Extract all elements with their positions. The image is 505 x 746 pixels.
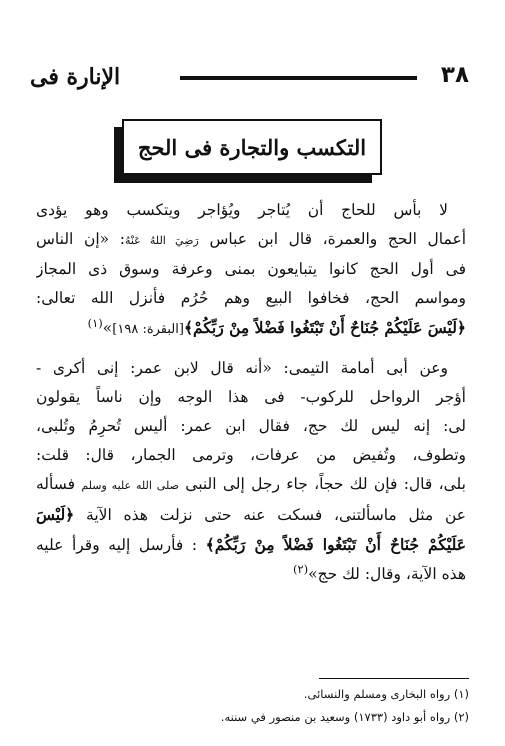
footnote: (١) رواه البخارى ومسلم والنسائى.	[303, 687, 469, 701]
text-line	[36, 560, 466, 589]
paragraph-1	[36, 196, 466, 344]
text-segment: عن مثل ماسألتنى، فسكت عنه حتى نزلت هذه الآية	[86, 506, 466, 524]
footnote: (٢) رواه أبو داود (١٧٣٣) وسعيد بن منصور في سننه.	[220, 710, 469, 724]
running-header	[30, 62, 469, 92]
quran-verse: ﴿لَيْسَ	[36, 505, 75, 524]
text-segment: »	[102, 319, 113, 337]
title-box-frame	[122, 119, 382, 175]
chapter-title: التكسب والتجارة فى الحج	[137, 134, 367, 160]
footnote-ref: (١)	[87, 315, 103, 330]
header-rule	[180, 76, 417, 80]
text-line: لا بأس للحاج أن يُتاجر ويُؤاجر ويتكسب وهو يؤدى	[36, 201, 448, 219]
text-line	[36, 313, 466, 344]
chapter-title-box	[114, 119, 382, 183]
text-line	[36, 500, 466, 530]
text-line	[36, 530, 466, 560]
honorific: صلى الله عليه وسلم	[81, 479, 179, 492]
text-line: وعن أبى أمامة التيمى: «أنه قال لابن عمر: إنى أكرى -	[36, 359, 448, 377]
text-segment: هذه الآية، وقال: لك حج»	[308, 565, 466, 583]
text-line	[36, 470, 466, 500]
text-segment: أعمال الحج والعمرة، قال ابن عباس	[209, 230, 466, 248]
text-segment: : فأرسل إليه وقرأ عليه	[36, 536, 198, 554]
text-line: فى أول الحج كانوا يتبايعون بمنى وعرفة وسوق ذى المجاز	[36, 260, 466, 278]
text-segment: : «إن الناس	[36, 230, 125, 248]
footnote-ref: (٢)	[292, 561, 309, 576]
quran-verse: ﴿لَيْسَ عَلَيْكُمْ جُنَاحٌ أَنْ تَبْتَغُوا فَضْلاً مِنْ رَبِّكُمْ﴾	[183, 318, 466, 337]
footnotes	[39, 683, 469, 729]
paragraph-2	[36, 354, 466, 589]
text-line: أؤجر الرواحل للركوب- فى هذا الوجه وإن ناساً يقولون	[36, 388, 466, 406]
text-segment: فسأله	[36, 475, 75, 493]
page-number: ٣٨	[440, 62, 469, 88]
body-text	[36, 196, 466, 589]
footnote-rule	[319, 678, 469, 679]
text-line: ومواسم الحج، فخافوا البيع وهم حُرُم فأنزل الله تعالى:	[36, 289, 466, 307]
honorific: رَضِيَ اللهُ عَنْهُ	[124, 234, 199, 247]
text-line: لى: إنه ليس لك حج، فقال ابن عمر: أليس تُحرِمُ وتُلبى،	[36, 417, 466, 435]
text-line: وتطوف، وتُفيض من عرفات، وترمى الجمار، قال: قلت:	[36, 446, 466, 464]
text-segment: بلى، قال: فإن لك حجاً، جاء رجل إلى النبى	[185, 475, 466, 493]
book-title: الإنارة فى	[30, 64, 121, 90]
verse-citation: [البقرة: ١٩٨]	[112, 322, 184, 337]
quran-verse: عَلَيْكُمْ جُنَاحٌ أَنْ تَبْتَغُوا فَضْلاً مِنْ رَبِّكُمْ﴾	[205, 535, 466, 554]
text-line	[36, 225, 466, 255]
